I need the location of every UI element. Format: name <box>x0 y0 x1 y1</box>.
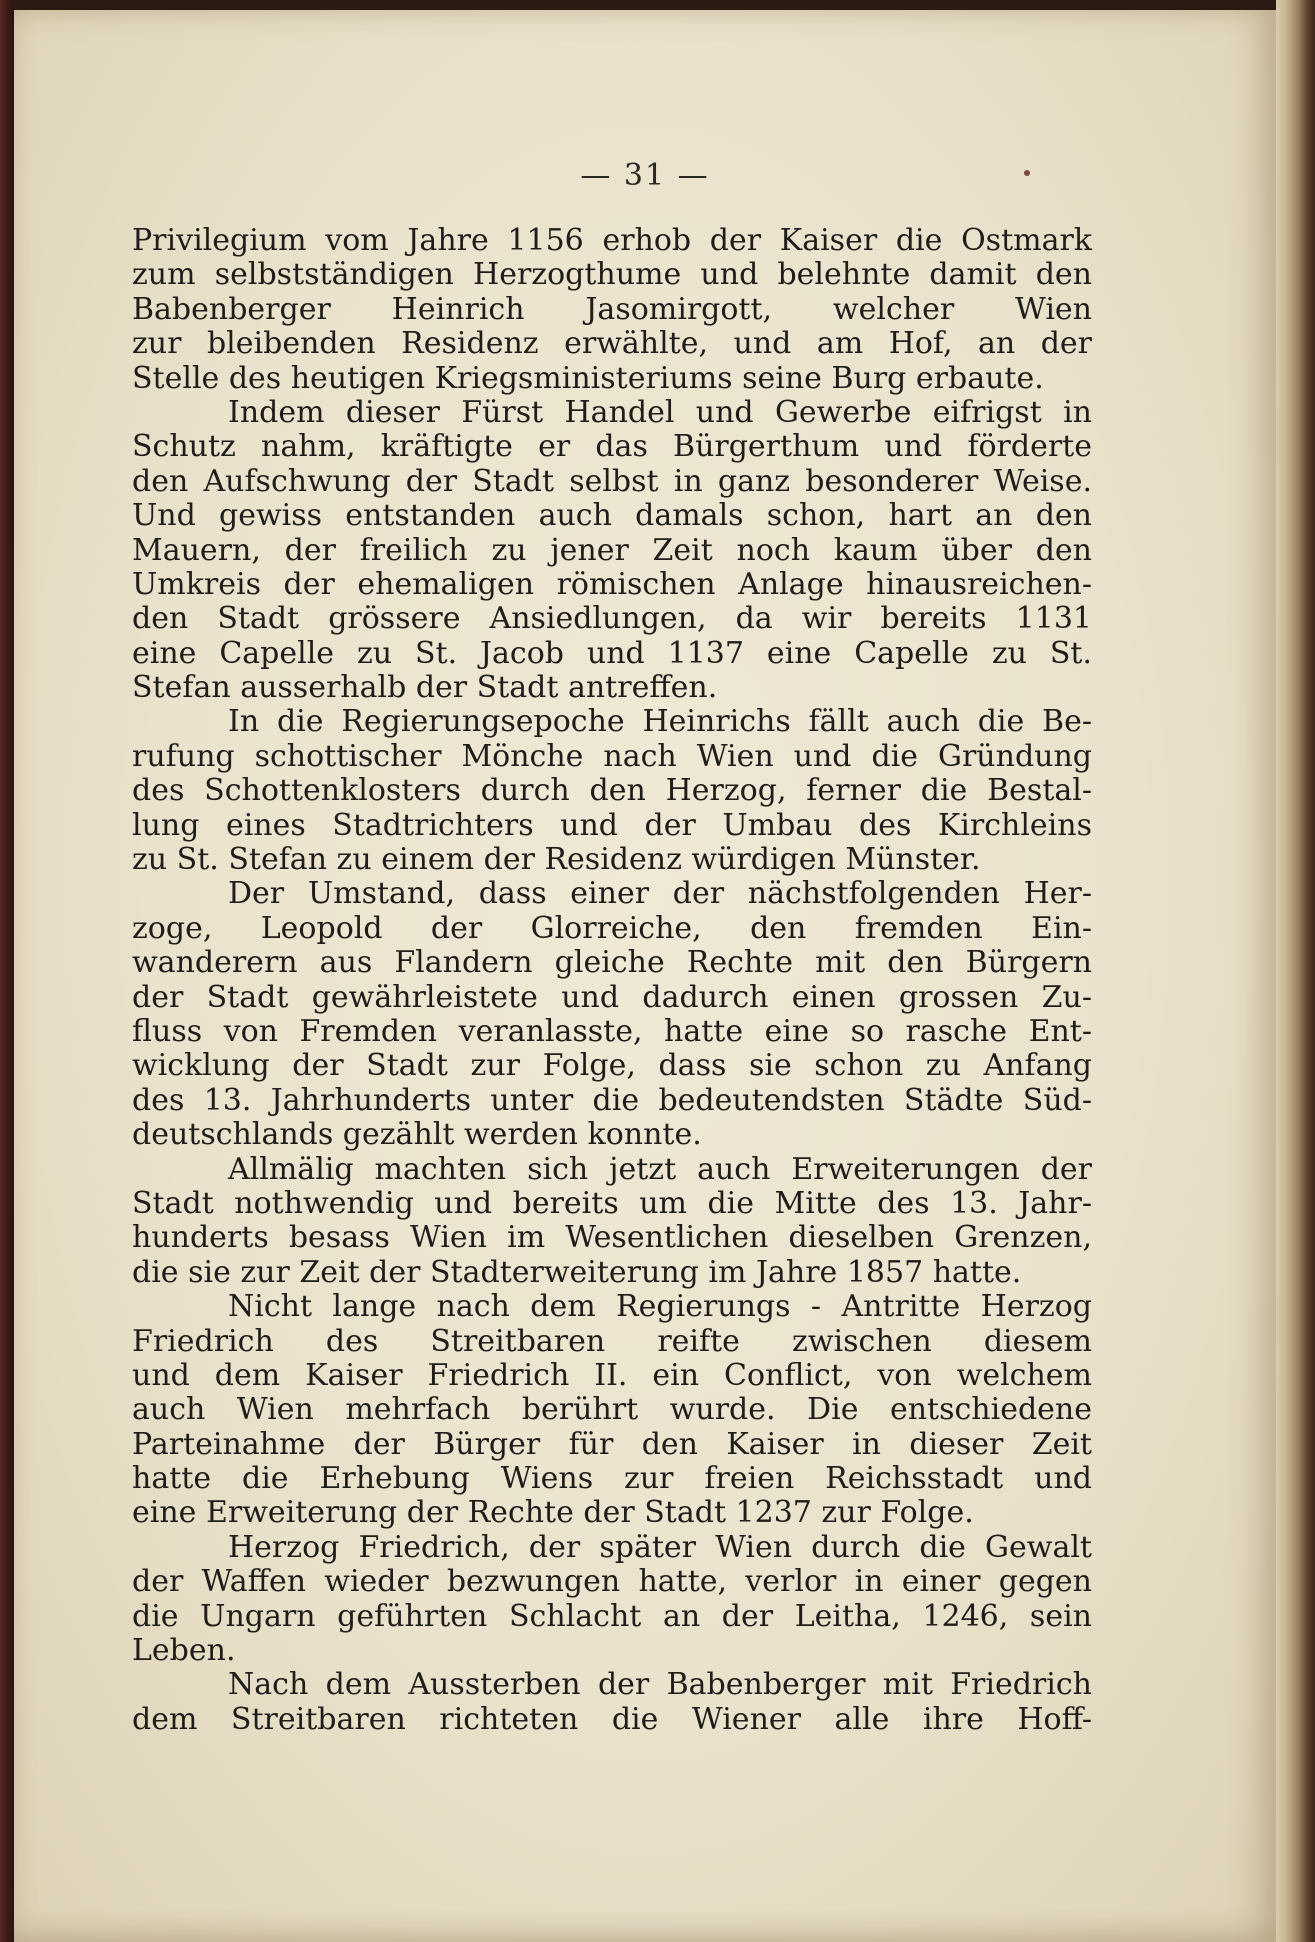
text-line: Stelle des heutigen Kriegsministeriums seine Burg erbaute. <box>132 360 1044 396</box>
text-line: auch Wien mehrfach berührt wurde. Die entschiedene <box>132 1392 1092 1428</box>
text-line: Umkreis der ehemaligen römischen Anlage hinausreichen- <box>132 566 1092 602</box>
text-line: wicklung der Stadt zur Folge, dass sie schon zu Anfang <box>132 1048 1092 1084</box>
text-line: Indem dieser Fürst Handel und Gewerbe eifrigst in <box>228 394 1092 430</box>
text-line: rufung schottischer Mönche nach Wien und die Gründung <box>132 738 1092 774</box>
text-line: den Stadt grössere Ansiedlungen, da wir bereits 1131 <box>132 601 1092 637</box>
text-line: eine Capelle zu St. Jacob und 1137 eine Capelle zu St. <box>132 635 1092 671</box>
text-line: hunderts besass Wien im Wesentlichen dieselben Grenzen, <box>132 1220 1092 1256</box>
text-line: Parteinahme der Bürger für den Kaiser in dieser Zeit <box>132 1426 1092 1462</box>
text-line: Allmälig machten sich jetzt auch Erweiterungen der <box>228 1151 1092 1187</box>
body-text <box>132 224 1092 1737</box>
text-line: wanderern aus Flandern gleiche Rechte mit den Bürgern <box>132 945 1092 981</box>
page-edge <box>1276 0 1315 1942</box>
text-line: Stefan ausserhalb der Stadt antreffen. <box>132 670 718 706</box>
text-line: fluss von Fremden veranlasste, hatte eine so rasche Ent- <box>132 1013 1092 1049</box>
paragraph <box>132 224 1092 396</box>
paragraph <box>132 705 1092 877</box>
page-number-header: — 31 — <box>580 158 710 193</box>
text-line: die sie zur Zeit der Stadterweiterung im Jahre 1857 hatte. <box>132 1254 1022 1290</box>
text-line: Nach dem Aussterben der Babenberger mit Friedrich <box>228 1667 1092 1703</box>
text-line: zum selbstständigen Herzogthume und belehnte damit den <box>132 257 1092 293</box>
paragraph <box>132 396 1092 706</box>
text-line: der Stadt gewährleistete und dadurch einen grossen Zu- <box>132 979 1092 1015</box>
paragraph <box>132 1290 1092 1531</box>
text-line: zoge, Leopold der Glorreiche, den fremden Ein- <box>132 910 1092 946</box>
text-line: Schutz nahm, kräftigte er das Bürgerthum und förderte <box>132 429 1092 465</box>
text-line: der Waffen wieder bezwungen hatte, verlor in einer gegen <box>132 1564 1092 1600</box>
text-line: In die Regierungsepoche Heinrichs fällt auch die Be- <box>228 704 1092 740</box>
text-line: und dem Kaiser Friedrich II. ein Conflict, von welchem <box>132 1357 1092 1393</box>
text-line: zur bleibenden Residenz erwählte, und am Hof, an der <box>132 326 1092 362</box>
paragraph <box>132 1531 1092 1669</box>
text-line: Friedrich des Streitbaren reifte zwischen diesem <box>132 1323 1092 1359</box>
text-line: lung eines Stadtrichters und der Umbau des Kirchleins <box>132 807 1092 843</box>
text-line: dem Streitbaren richteten die Wiener alle ihre Hoff- <box>132 1701 1092 1737</box>
text-line: Herzog Friedrich, der später Wien durch die Gewalt <box>228 1529 1092 1565</box>
text-line: den Aufschwung der Stadt selbst in ganz besonderer Weise. <box>132 463 1092 499</box>
text-line: zu St. Stefan zu einem der Residenz würdigen Münster. <box>132 842 981 878</box>
text-line: Stadt nothwendig und bereits um die Mitte des 13. Jahr- <box>132 1185 1092 1221</box>
paragraph <box>132 1153 1092 1291</box>
text-line: die Ungarn geführten Schlacht an der Leitha, 1246, sein <box>132 1598 1092 1634</box>
text-line: hatte die Erhebung Wiens zur freien Reichsstadt und <box>132 1461 1092 1497</box>
text-line: Und gewiss entstanden auch damals schon, hart an den <box>132 498 1092 534</box>
text-line: eine Erweiterung der Rechte der Stadt 1237 zur Folge. <box>132 1495 974 1531</box>
text-line: Privilegium vom Jahre 1156 erhob der Kaiser die Ostmark <box>132 223 1092 258</box>
paragraph <box>132 877 1092 1152</box>
ink-speck <box>1024 170 1030 176</box>
book-page <box>14 10 1276 1942</box>
text-line: Leben. <box>132 1633 236 1669</box>
text-line: Der Umstand, dass einer der nächstfolgenden Her- <box>228 876 1092 912</box>
text-line: Nicht lange nach dem Regierungs - Antritte Herzog <box>228 1289 1092 1325</box>
text-line: des 13. Jahrhunderts unter die bedeutendsten Städte Süd- <box>132 1082 1092 1118</box>
text-line: Babenberger Heinrich Jasomirgott, welcher Wien <box>132 291 1092 327</box>
paragraph <box>132 1668 1092 1737</box>
text-line: Mauern, der freilich zu jener Zeit noch kaum über den <box>132 532 1092 568</box>
text-line: des Schottenklosters durch den Herzog, ferner die Bestal- <box>132 773 1092 809</box>
text-line: deutschlands gezählt werden konnte. <box>132 1117 702 1153</box>
